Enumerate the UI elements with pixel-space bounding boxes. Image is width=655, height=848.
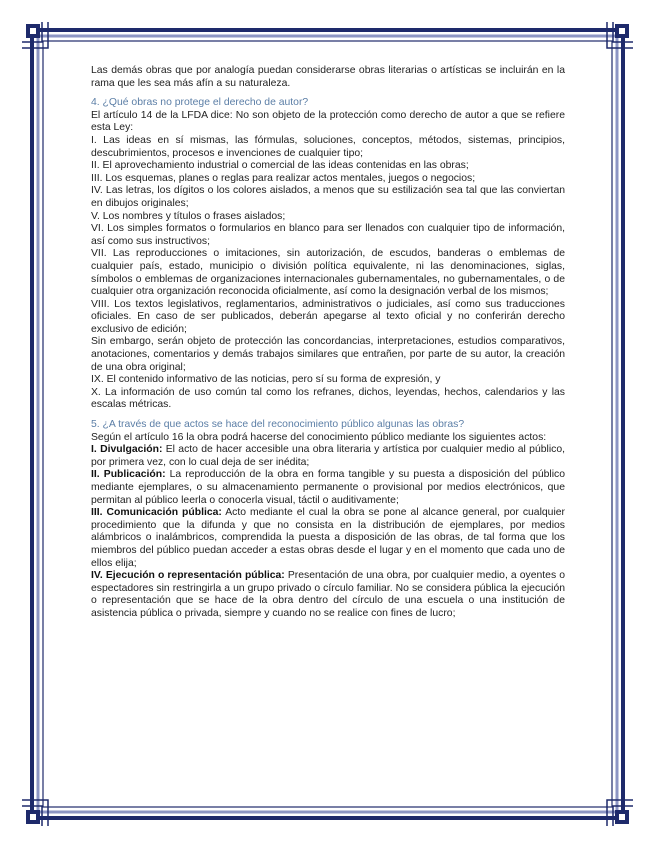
q4-item-3: III. Los esquemas, planes o reglas para realizar actos mentales, juegos o negocios; <box>91 172 476 184</box>
intro-paragraph: Las demás obras que por analogía puedan considerarse obras literarias o artísticas se incluirán en la rama que les sea más afín a su naturaleza. <box>91 65 565 89</box>
term-ejecucion: IV. Ejecución o representación pública: <box>91 570 285 582</box>
term-divulgacion: I. Divulgación: <box>91 444 163 456</box>
q4-lead-paragraph: El artículo 14 de la LFDA dice: No son objeto de la protección como derecho de autor a que se refiere esta Ley: <box>91 109 565 134</box>
q4-item-6: VI. Los simples formatos o formularios en blanco para ser llenados con cualquier tipo de información, así como sus instructivos; <box>91 223 565 247</box>
q4-item-8-note: Sin embargo, serán objeto de protección las concordancias, interpretaciones, estudios comparativos, anotaciones, comentarios y demás trabajos similares que entrañen, por parte de su autor, la creación de una obra original; <box>91 336 565 373</box>
q5-lead-paragraph: Según el artículo 16 la obra podrá hacerse del conocimiento público mediante los siguientes actos: <box>91 431 547 443</box>
def-comunicacion: Acto mediante el cual la obra se pone al alcance general, por cualquier procedimiento que la difunda y que no consista en la distribución de ejemplares, por medios alámbricos o inalámbricos, comprendida la puesta a disposición de las obras, de tal forma que los miembros del público puedan acceder a estas obras desde el lugar y en el momento que cada uno de ellos elija; <box>91 507 565 569</box>
q4-item-1: I. Las ideas en sí mismas, las fórmulas, soluciones, conceptos, métodos, sistemas, principios, descubrimientos, procesos e invenciones de cualquier tipo; <box>91 134 565 159</box>
question-5-heading: 5. ¿A través de que actos se hace del reconocimiento público algunas las obras? <box>91 419 465 431</box>
q5-item-divulgacion <box>91 444 565 469</box>
term-publicacion: II. Publicación: <box>91 469 166 481</box>
q5-item-comunicacion <box>91 507 565 570</box>
q4-item-5: V. Los nombres y títulos o frases aislados; <box>91 210 286 222</box>
q4-item-2: II. El aprovechamiento industrial o comercial de las ideas contenidas en las obras; <box>91 160 469 172</box>
q5-item-publicacion <box>91 469 565 507</box>
document-body <box>91 65 565 621</box>
def-publicacion: La reproducción de la obra en forma tangible y su puesta a disposición del público mediante ejemplares, o su almacenamiento permanente o provisional por medios electrónicos, que permitan al público leerla o conocerla visual, táctil o auditivamente; <box>91 469 566 506</box>
q4-item-7: VII. Las reproducciones o imitaciones, sin autorización, de escudos, banderas o emblemas de cualquier país, estado, municipio o división política equivalente, ni las denominaciones, siglas, símbolos o emblemas de organizaciones internacionales gubernamentales, no gubernamentales, o de cualquier otra organización reconocida oficialmente, así como la designación verbal de los mismos; <box>91 248 565 298</box>
q4-item-10: X. La información de uso común tal como los refranes, dichos, leyendas, hechos, calendarios y las escalas métricas. <box>91 386 565 411</box>
def-divulgacion: El acto de hacer accesible una obra literaria y artística por cualquier medio al público, por primera vez, con lo cual deja de ser inédita; <box>91 444 565 468</box>
question-4-heading: 4. ¿Qué obras no protege el derecho de autor? <box>91 97 309 109</box>
term-comunicacion: III. Comunicación pública: <box>91 507 222 519</box>
q5-item-ejecucion <box>91 570 565 620</box>
q4-item-8: VIII. Los textos legislativos, reglamentarios, administrativos o judiciales, así como sus traducciones oficiales. En caso de ser publicados, deberán apegarse al texto oficial y no conferirán derecho exclusivo de edición; <box>91 298 565 335</box>
q4-item-4: IV. Las letras, los dígitos o los colores aislados, a menos que su estilización sea tal que las conviertan en dibujos originales; <box>91 185 565 209</box>
q4-item-9: IX. El contenido informativo de las noticias, pero sí su forma de expresión, y <box>91 374 441 386</box>
def-ejecucion: Presentación de una obra, por cualquier medio, a oyentes o espectadores sin restringirla a un grupo privado o círculo familiar. No se considera pública la ejecución o representación que se hace de la obra dentro del círculo de una escuela o una institución de asistencia pública o privada, siempre y cuando no se realice con fines de lucro; <box>91 570 565 619</box>
